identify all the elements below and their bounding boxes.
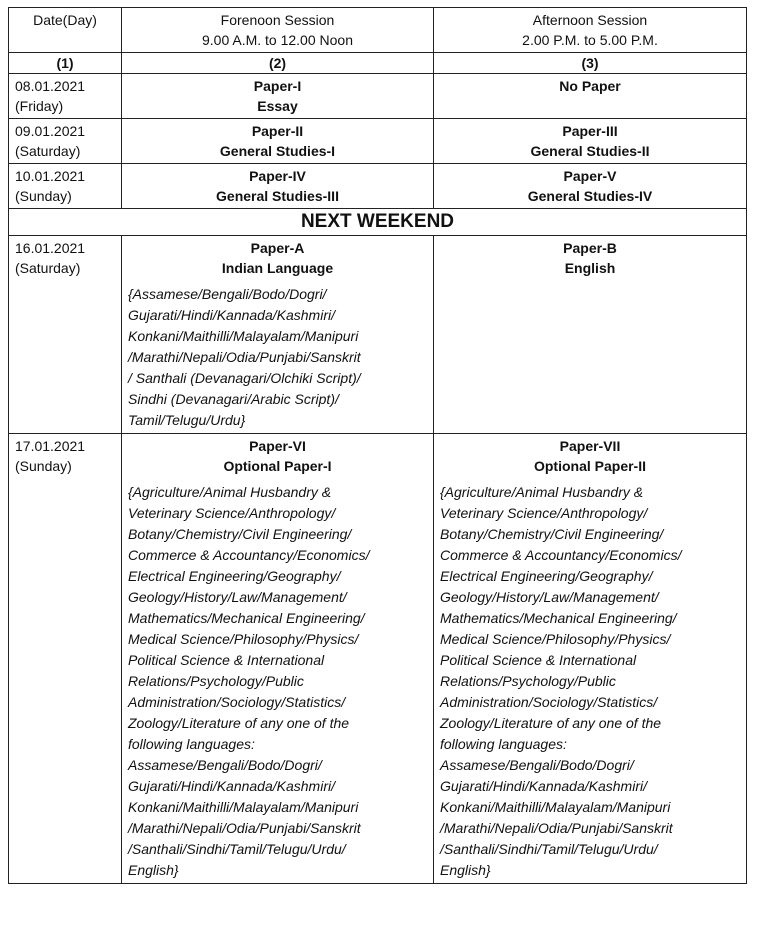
date: 08.01.2021: [15, 78, 86, 94]
next-weekend-row: [9, 209, 747, 236]
exam-schedule-table: [8, 7, 747, 884]
paper-subject: General Studies-II: [530, 143, 650, 159]
paper-name: Paper-I: [253, 78, 302, 94]
date-cell: [9, 164, 122, 209]
paper-name: Paper-B: [563, 240, 617, 256]
paper-subject: Optional Paper-I: [223, 458, 332, 474]
forenoon-title: Forenoon Session: [220, 12, 335, 28]
day: (Sunday): [15, 458, 72, 474]
afternoon-title: Afternoon Session: [532, 12, 648, 28]
afternoon-cell: [434, 236, 747, 434]
optional-subject-list: {Agriculture/Animal Husbandry & Veterinary Science/Anthropology/ Botany/Chemistry/Civil Engineering/ Commerce & Accountancy/Economics/ Electrical Engineering/Geography/ Geology/History/Law/Management/ Mathematics/Mechanical Engineering/ Medical Science/Philosophy/Physics/ Political Science & International Relations/Psychology/Public Administration/Sociology/Statistics/ Zoology/Literature of any one of the following languages: Assamese/Bengali/Bodo/Dogri/ Gujarati/Hindi/Kannada/Kashmiri/ Konkani/Maithilli/Malayalam/Manipuri /Marathi/Nepali/Odia/Punjabi/Sanskrit /Santhali/Sindhi/Tamil/Telugu/Urdu/ English}: [440, 484, 682, 878]
paper-subject: English: [564, 260, 616, 276]
afternoon-cell: [434, 74, 747, 119]
paper-name: Paper-V: [563, 168, 617, 184]
paper-name: Paper-VII: [559, 438, 621, 454]
date: 17.01.2021: [15, 438, 86, 454]
afternoon-time: 2.00 P.M. to 5.00 P.M.: [522, 32, 658, 48]
forenoon-column-header: [122, 8, 434, 53]
date: 16.01.2021: [15, 240, 86, 256]
forenoon-cell: [122, 119, 434, 164]
paper-name: Paper-A: [250, 240, 305, 256]
language-list: {Assamese/Bengali/Bodo/Dogri/ Gujarati/Hindi/Kannada/Kashmiri/ Konkani/Maithilli/Malayalam/Manipuri /Marathi/Nepali/Odia/Punjabi/Sanskrit / Santhali (Devanagari/Olchiki Script)/ Sindhi (Devanagari/Arabic Script)/ Tamil/Telugu/Urdu}: [128, 286, 361, 428]
date-cell: [9, 119, 122, 164]
date: 10.01.2021: [15, 168, 86, 184]
paper-subject: General Studies-III: [216, 188, 339, 204]
column-number-3: (3): [434, 53, 747, 74]
paper-name: Paper-VI: [249, 438, 306, 454]
table-row: [9, 434, 747, 884]
column-number-2: (2): [122, 53, 434, 74]
column-number-row: [9, 53, 747, 74]
optional-subject-list: {Agriculture/Animal Husbandry & Veterinary Science/Anthropology/ Botany/Chemistry/Civil Engineering/ Commerce & Accountancy/Economics/ Electrical Engineering/Geography/ Geology/History/Law/Management/ Mathematics/Mechanical Engineering/ Medical Science/Philosophy/Physics/ Political Science & International Relations/Psychology/Public Administration/Sociology/Statistics/ Zoology/Literature of any one of the following languages: Assamese/Bengali/Bodo/Dogri/ Gujarati/Hindi/Kannada/Kashmiri/ Konkani/Maithilli/Malayalam/Manipuri /Marathi/Nepali/Odia/Punjabi/Sanskrit /Santhali/Sindhi/Tamil/Telugu/Urdu/ English}: [128, 484, 370, 878]
afternoon-cell: [434, 164, 747, 209]
date-cell: [9, 74, 122, 119]
table-row: [9, 74, 747, 119]
afternoon-column-header: [434, 8, 747, 53]
date-cell: [9, 434, 122, 884]
afternoon-cell: [434, 119, 747, 164]
column-number-1: (1): [9, 53, 122, 74]
paper-subject: Indian Language: [221, 260, 334, 276]
table-row: [9, 236, 747, 434]
date-cell: [9, 236, 122, 434]
table-row: [9, 119, 747, 164]
forenoon-cell: [122, 434, 434, 884]
forenoon-cell: [122, 74, 434, 119]
paper-subject: General Studies-I: [219, 143, 336, 159]
afternoon-cell: [434, 434, 747, 884]
paper-name: Paper-IV: [249, 168, 306, 184]
date: 09.01.2021: [15, 123, 86, 139]
date-header-label: Date(Day): [33, 12, 97, 28]
day: (Saturday): [15, 143, 81, 159]
paper-subject: General Studies-IV: [527, 188, 653, 204]
table-row: [9, 164, 747, 209]
forenoon-cell: [122, 164, 434, 209]
day: (Saturday): [15, 260, 81, 276]
day: (Sunday): [15, 188, 72, 204]
day: (Friday): [15, 98, 64, 114]
paper-subject: Optional Paper-II: [533, 458, 646, 474]
paper-name: Paper-II: [251, 123, 304, 139]
next-weekend-heading: NEXT WEEKEND: [9, 209, 747, 236]
date-column-header: [9, 8, 122, 53]
forenoon-time: 9.00 A.M. to 12.00 Noon: [202, 32, 353, 48]
paper-name: No Paper: [559, 78, 621, 94]
paper-subject: Essay: [257, 98, 298, 114]
paper-name: Paper-III: [562, 123, 618, 139]
header-row: [9, 8, 747, 53]
forenoon-cell: [122, 236, 434, 434]
